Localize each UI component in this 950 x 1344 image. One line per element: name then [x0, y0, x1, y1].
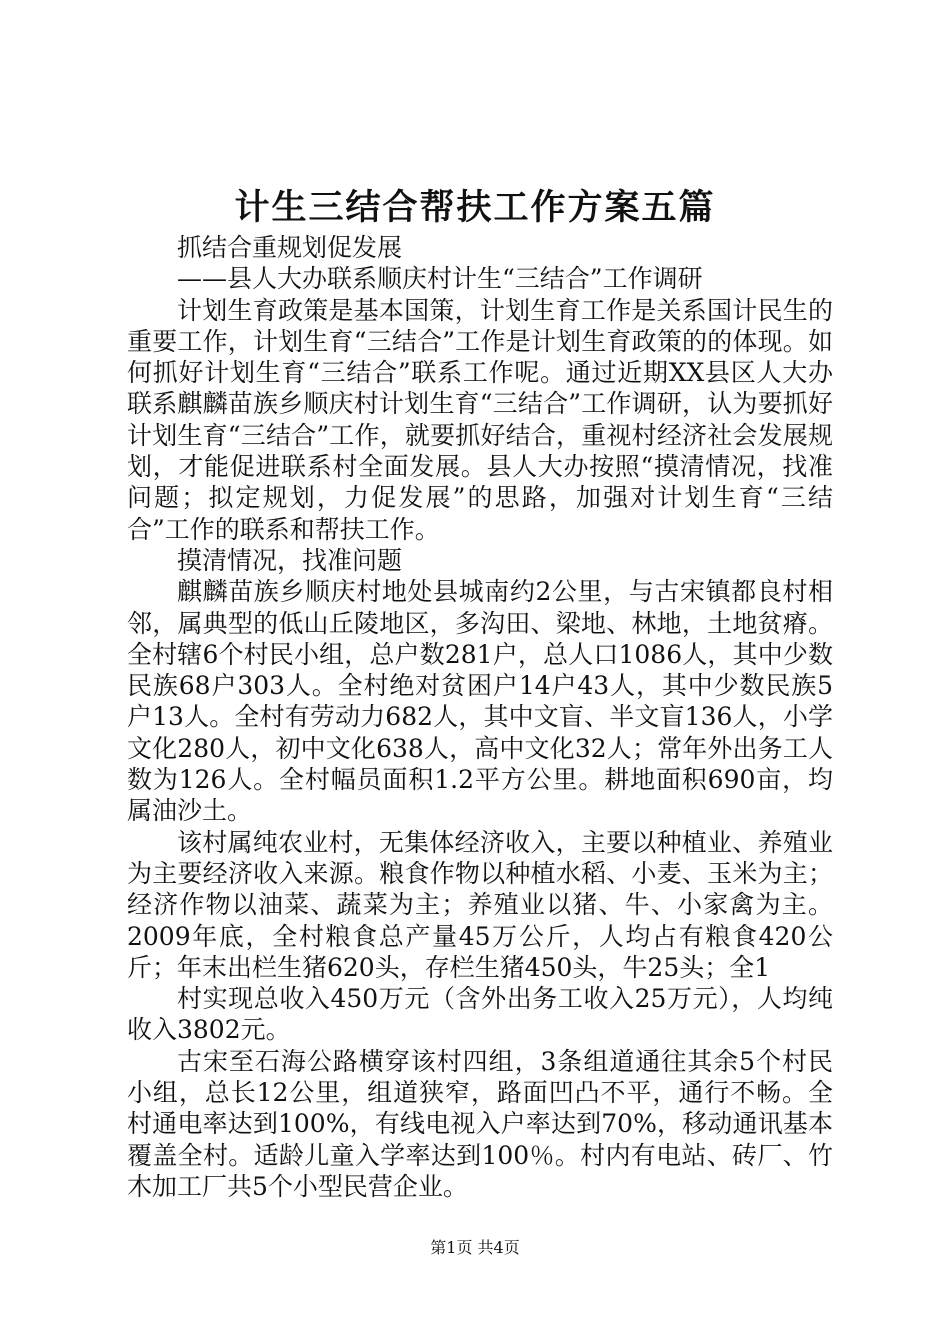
- paragraph: 计划生育政策是基本国策，计划生育工作是关系国计民生的重要工作，计划生育“三结合”工作是计划生育政策的的体现。如何抓好计划生育“三结合”联系工作呢。通过近期XX县区人大办联系麒麟苗族乡顺庆村计划生育“三结合”工作调研，认为要抓好计划生育“三结合”工作，就要抓好结合，重视村经济社会发展规划，才能促进联系村全面发展。县人大办按照“摸清情况，找准问题；拟定规划，力促发展”的思路，加强对计划生育“三结合”工作的联系和帮扶工作。: [127, 295, 833, 544]
- paragraph: 村实现总收入450万元（含外出务工收入25万元），人均纯收入3802元。: [127, 984, 833, 1045]
- section-heading: 抓结合重规划促发展: [177, 233, 403, 262]
- subtitle: ——县人大办联系顺庆村计生“三结合”工作调研: [177, 264, 703, 294]
- section-heading: 摸清情况，找准问题: [177, 545, 403, 575]
- paragraph: 麒麟苗族乡顺庆村地处县城南约2公里，与古宋镇都良村相邻，属典型的低山丘陵地区，多沟田、梁地、林地，土地贫瘠。全村辖6个村民小组，总户数281户，总人口1086人，其中少数民族68户303人。全村绝对贫困户14户43人，其中少数民族5户13人。全村有劳动力682人，其中文盲、半文盲136人，小学文化280人，初中文化638人，高中文化32人；常年外出务工人数为126人。全村幅员面积1.2平方公里。耕地面积690亩，均属油沙土。: [127, 577, 833, 826]
- paragraph: 古宋至石海公路横穿该村四组，3条组道通往其余5个村民小组，总长12公里，组道狭窄，路面凹凸不平，通行不畅。全村通电率达到100%，有线电视入户率达到70%，移动通讯基本覆盖全村。适龄儿童入学率达到100％。村内有电站、砖厂、竹木加工厂共5个小型民营企业。: [127, 1046, 833, 1201]
- page-footer: 第1页 共4页: [430, 1238, 520, 1257]
- document-title: 计生三结合帮扶工作方案五篇: [234, 187, 716, 228]
- document-body: [127, 232, 833, 1202]
- paragraph: 该村属纯农业村，无集体经济收入，主要以种植业、养殖业为主要经济收入来源。粮食作物以种植水稻、小麦、玉米为主；经济作物以油菜、蔬菜为主；养殖业以猪、牛、小家禽为主。2009年底，全村粮食总产量45万公斤，人均占有粮食420公斤；年末出栏生猪620头，存栏生猪450头，牛25头；全1: [127, 827, 833, 982]
